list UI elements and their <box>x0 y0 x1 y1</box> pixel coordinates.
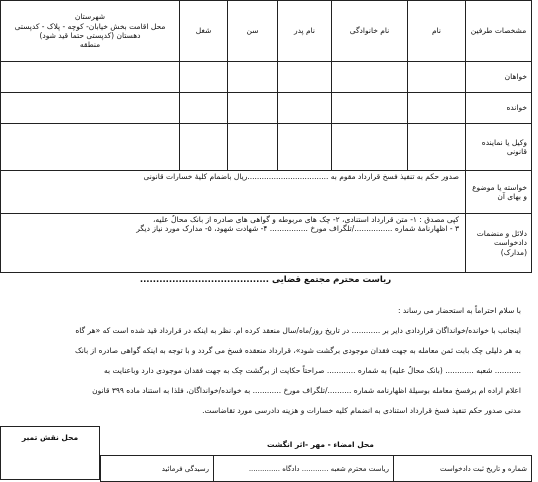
letter-line-2: به هر دلیلی چک بابت ثمن معامله به جهت فقدان موجودی برگشت شود»، قرارداد منعقده فسخ می گردد و با توجه به اینکه گواهی صادره از بانک <box>74 346 521 355</box>
row-request <box>1 171 532 214</box>
signature-label: محل امضاء - مهر -اثر انگشت <box>267 440 374 449</box>
stamp-box <box>0 426 100 480</box>
letter-body <box>18 301 521 421</box>
request-label: خواسته یا موضوع و بهای آن <box>466 171 532 214</box>
evidence-text <box>1 214 466 273</box>
header-age: سن <box>228 1 278 62</box>
defendant-age-cell[interactable] <box>228 93 278 124</box>
row-evidence <box>1 214 532 273</box>
header-father-name: نام پدر <box>278 1 332 62</box>
header-residence-line3: دهستان (کدپستی حتما قید شود) <box>39 31 141 40</box>
letter-line-1: اینجانب با خوانده/خوانداگان قراردادی دایر بر ............ در تاریخ روز/ماه/سال منعقد کرده ام. نظر به اینکه در قرارداد قید شده است که «هر گاه <box>75 326 521 335</box>
letter-line-5: مدنی صدور حکم تنفیذ فسخ قرارداد استنادی به انضمام کلیه خسارات و هزینه دادرسی مورد تقاضاست. <box>202 406 521 415</box>
header-residence <box>1 1 180 62</box>
defendant-family-cell[interactable] <box>332 93 408 124</box>
evidence-line1: کپی مصدق : ۱- متن قرارداد استنادی، ۲- چک های مربوطه و گواهی های صادره از بانک محالٌ علیه، <box>152 215 459 224</box>
plaintiff-name-cell[interactable] <box>408 62 466 93</box>
defendant-address-cell[interactable] <box>1 93 180 124</box>
footer-row <box>101 456 532 482</box>
row-plaintiff <box>1 62 532 93</box>
plaintiff-job-cell[interactable] <box>180 62 228 93</box>
defendant-father-cell[interactable] <box>278 93 332 124</box>
header-parties: مشخصات طرفین <box>466 1 532 62</box>
row-plaintiff-label: خواهان <box>466 62 532 93</box>
evidence-line2: ۳ - اظهارنامهٔ شماره ................/تلگراف مورخ ................ ۴- شهادت شهود، ۵- مدارک مورد نیاز دیگر <box>136 224 459 234</box>
header-name: نام <box>408 1 466 62</box>
plaintiff-address-cell[interactable] <box>1 62 180 93</box>
footer-table <box>100 455 532 482</box>
header-residence-line4: منطقه <box>79 40 101 50</box>
header-residence-line1: شهرستان <box>74 12 106 22</box>
plaintiff-age-cell[interactable] <box>228 62 278 93</box>
defendant-job-cell[interactable] <box>180 93 228 124</box>
party-table-header-row <box>1 1 532 62</box>
request-text: صدور حکم به تنفیذ فسخ قرارداد مقوم به ..................................ریال باضمام کلیهٔ خسارات قانونی <box>1 171 466 214</box>
attorney-address-cell[interactable] <box>1 124 180 171</box>
attorney-name-cell[interactable] <box>408 124 466 171</box>
header-residence-line2: محل اقامت بخش خیابان- کوچه - پلاک - کدپستی <box>14 21 166 31</box>
row-attorney <box>1 124 532 171</box>
header-job: شغل <box>180 1 228 62</box>
defendant-name-cell[interactable] <box>408 93 466 124</box>
evidence-label: دلائل و منضمات دادخواست (مدارک) <box>466 214 532 273</box>
attorney-age-cell[interactable] <box>228 124 278 171</box>
plaintiff-family-cell[interactable] <box>332 62 408 93</box>
attorney-job-cell[interactable] <box>180 124 228 171</box>
footer-registration: شماره و تاریخ ثبت دادخواست <box>394 456 532 482</box>
stamp-label: محل نقش تمبر <box>21 433 79 442</box>
letter-greeting: با سلام احتراماً به استحضار می رساند : <box>398 306 521 315</box>
letter-line-3: ........... شعبه ............ (بانک محالٌ علیه) به شماره ............ صراحتاً حکایت از برگشت چک به جهت فقدان موجودی دارد وباعنایت به <box>104 366 521 375</box>
letter-title: ریاست محترم مجتمع قضایی ........................................ <box>139 275 392 285</box>
attorney-family-cell[interactable] <box>332 124 408 171</box>
plaintiff-father-cell[interactable] <box>278 62 332 93</box>
footer-review: رسیدگی فرمائید <box>101 456 214 482</box>
footer-branch: ریاست محترم شعبه ............ دادگاه .............. <box>214 456 394 482</box>
row-attorney-label: وکیل یا نماینده قانونی <box>466 124 532 171</box>
header-family-name: نام خانوادگی <box>332 1 408 62</box>
row-defendant-label: خوانده <box>466 93 532 124</box>
letter-line-4: اعلام اراده ام برفسخ معامله بوسیلهٔ اظهارنامه شماره ........../تلگراف مورخ ............ به خوانده/خوانداگان، فلذا به استناد ماده ۳۹۹ قانون <box>92 386 521 395</box>
attorney-father-cell[interactable] <box>278 124 332 171</box>
row-defendant <box>1 93 532 124</box>
